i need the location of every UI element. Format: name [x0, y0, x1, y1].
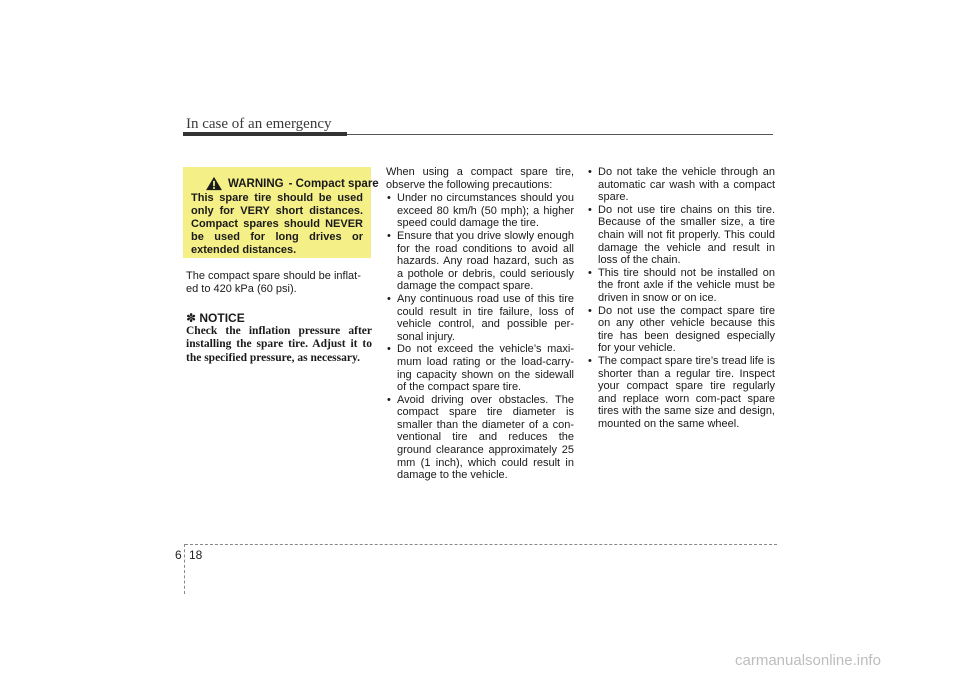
list-item [587, 166, 775, 204]
list-item-text: Avoid driving over obstacles. The compact spare tire diameter is smaller than the diameter of a con-ventional tire and reduces the ground clearance approximately 25 mm (1 inch), which could result in damage to the vehicle. [397, 393, 574, 482]
precautions-list-continued [587, 166, 775, 430]
precautions-intro: When using a compact spare tire, observe the following precautions: [386, 166, 574, 191]
warning-text: This spare tire should be used only for VERY short distances. Compact spares should NEVER be used for long drives or extended distances. [191, 192, 363, 256]
bullet-dot: • [387, 229, 391, 242]
list-item [587, 355, 775, 431]
list-item-text: Under no circumstances should you exceed 80 km/h (50 mph); a higher speed could damage the tire. [397, 192, 574, 230]
list-item-text: Do not use the compact spare tire on any other vehicle because this tire has been designed especially for your vehicle. [598, 304, 775, 355]
bullet-dot: • [588, 266, 592, 279]
header-bar-thin [347, 134, 773, 135]
list-item [587, 267, 775, 305]
footer-vertical-divider [184, 544, 185, 594]
list-item [386, 343, 574, 393]
warning-triangle-icon [205, 176, 223, 191]
warning-title-row [205, 176, 379, 191]
bullet-dot: • [588, 304, 592, 317]
bullet-dot: • [588, 203, 592, 216]
notice-heading: ✽ NOTICE [186, 311, 245, 325]
chapter-number: 6 [175, 548, 182, 562]
bullet-dot: • [387, 292, 391, 305]
warning-label: WARNING [228, 177, 284, 190]
list-item [587, 204, 775, 267]
list-item [386, 230, 574, 293]
precautions-column-continued [587, 166, 775, 430]
list-item-text: Ensure that you drive slowly enough for the road conditions to avoid all hazards. Any road hazard, such as a pothole or debris, could seriously damage the compact spare. [397, 229, 574, 293]
list-item-text: This tire should not be installed on the front axle if the vehicle must be driven in snow or on ice. [598, 266, 775, 304]
list-item [587, 305, 775, 355]
list-item-text: Any continuous road use of this tire could result in tire failure, loss of vehicle control, and possible per-sonal injury. [397, 292, 574, 343]
bullet-dot: • [588, 166, 592, 178]
page-number: 18 [189, 548, 203, 562]
footer-divider [185, 544, 777, 545]
list-item-text: The compact spare tire’s tread life is shorter than a regular tire. Inspect your compact spare tire regularly and replace worn com-pact spare tires with the same size and design, mounted on the same wheel. [598, 354, 775, 430]
watermark: carmanualsonline.info [735, 652, 881, 669]
list-item-text: Do not take the vehicle through an automatic car wash with a compact spare. [598, 166, 775, 204]
notice-body: Check the inflation pressure after installing the spare tire. Adjust it to the specified pressure, as necessary. [186, 325, 372, 364]
bullet-dot: • [588, 354, 592, 367]
list-item [386, 293, 574, 343]
list-item-text: Do not exceed the vehicle’s maxi-mum load rating or the load-carry-ing capacity shown on the sidewall of the compact spare tire. [397, 343, 574, 394]
inflation-text: The compact spare should be inflat-ed to 420 kPa (60 psi). [186, 270, 361, 295]
page-header-title: In case of an emergency [186, 116, 332, 132]
bullet-dot: • [387, 343, 391, 356]
precautions-list [386, 192, 574, 482]
bullet-dot: • [387, 393, 391, 406]
bullet-dot: • [387, 192, 391, 205]
list-item [386, 192, 574, 230]
warning-box [183, 167, 379, 258]
header-bar-thick [183, 132, 347, 136]
list-item [386, 394, 574, 482]
list-item-text: Do not use tire chains on this tire. Because of the smaller size, a tire chain will not fit properly. This could damage the vehicle and result in loss of the chain. [598, 203, 775, 267]
warning-subtitle: - Compact spare [288, 177, 379, 190]
precautions-column [386, 166, 574, 482]
